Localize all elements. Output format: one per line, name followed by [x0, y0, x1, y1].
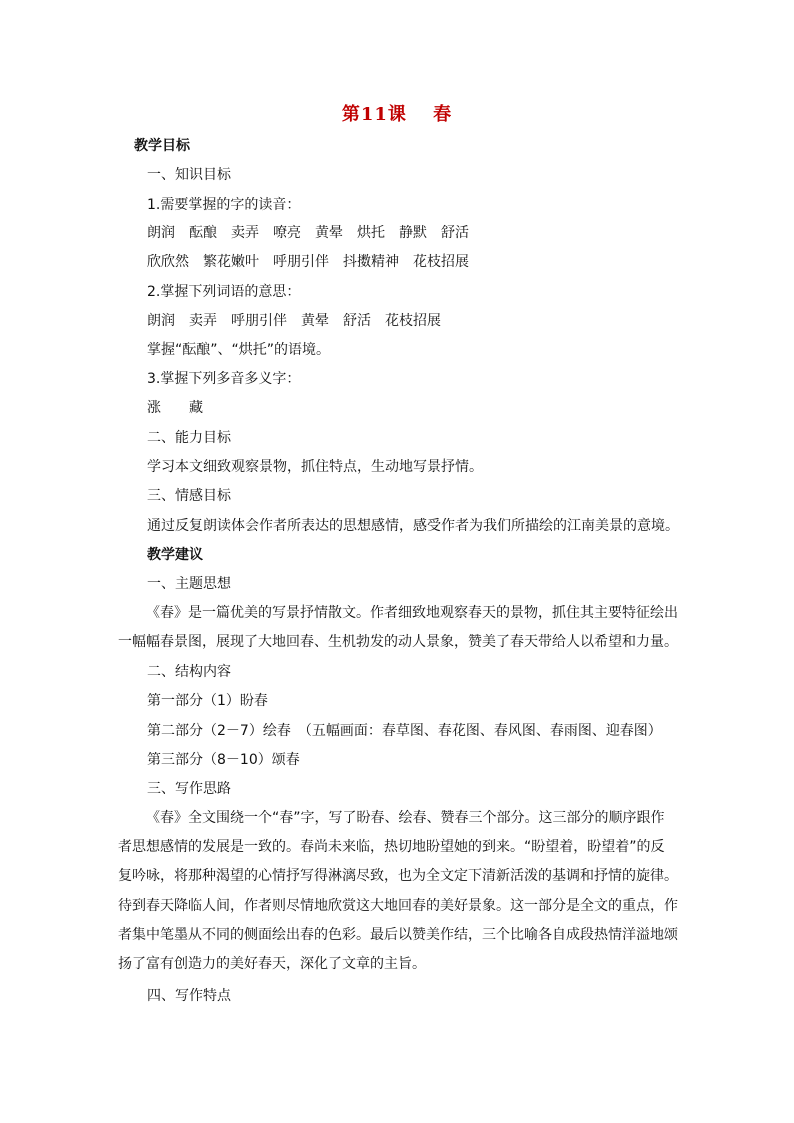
word-list-3: 朗润 卖弄 呼朋引伴 黄晕 舒活 花枝招展 [147, 313, 441, 329]
structure-part-3: 第三部分（8－10）颂春 [147, 752, 300, 768]
item-pronunciation: 1.需要掌握的字的读音： [147, 197, 301, 213]
structure-part-2: 第二部分（2－7）绘春 （五幅画面：春草图、春花图、春风图、春雨图、迎春图） [147, 723, 662, 739]
subheading-emotion-goals: 三、情感目标 [147, 488, 231, 504]
theme-paragraph: 《春》是一篇优美的写景抒情散文。作者细致地观察春天的景物，抓住其主要特征绘出一幅幅春景图，展现了大地回春、生机勃发的动人景象，赞美了春天带给人以希望和力量。 [118, 605, 678, 651]
section-heading-teaching-suggestions: 教学建议 [147, 547, 203, 563]
subheading-ability-goals: 二、能力目标 [147, 430, 231, 446]
subheading-knowledge-goals: 一、知识目标 [147, 167, 231, 183]
item-context: 掌握“酝酿”、“烘托”的语境。 [147, 342, 331, 358]
item-word-meanings: 2.掌握下列词语的意思： [147, 284, 301, 300]
subheading-theme: 一、主题思想 [147, 576, 231, 592]
structure-part-1: 第一部分（1）盼春 [147, 693, 268, 709]
emotion-goal-text: 通过反复朗读体会作者所表达的思想感情，感受作者为我们所描绘的江南美景的意境。 [147, 518, 679, 534]
word-list-2: 欣欣然 繁花嫩叶 呼朋引伴 抖擞精神 花枝招展 [147, 254, 469, 270]
subheading-writing-features: 四、写作特点 [147, 988, 231, 1004]
word-list-4: 涨 藏 [147, 400, 203, 416]
subheading-structure: 二、结构内容 [147, 664, 231, 680]
section-heading-teaching-goals: 教学目标 [134, 138, 190, 154]
subheading-writing-approach: 三、写作思路 [147, 781, 231, 797]
writing-approach-paragraph: 《春》全文围绕一个“春”字，写了盼春、绘春、赞春三个部分。这三部分的顺序跟作者思想感情的发展是一致的。春尚未来临，热切地盼望她的到来。“盼望着，盼望着”的反复吟咏，将那种渴望的心情抒写得淋漓尽致，也为全文定下清新活泼的基调和抒情的旋律。待到春天降临人间，作者则尽情地欣赏这大地回春的美好景象。这一部分是全文的重点，作者集中笔墨从不同的侧面绘出春的色彩。最后以赞美作结，三个比喻各自成段热情洋溢地颂扬了富有创造力的美好春天，深化了文章的主旨。 [118, 810, 678, 973]
ability-goal-text: 学习本文细致观察景物，抓住特点，生动地写景抒情。 [147, 459, 483, 475]
word-list-1: 朗润 酝酿 卖弄 嘹亮 黄晕 烘托 静默 舒活 [147, 225, 469, 241]
item-polyphonic: 3.掌握下列多音多义字： [147, 371, 301, 387]
lesson-title: 第11课 春 [341, 104, 453, 125]
